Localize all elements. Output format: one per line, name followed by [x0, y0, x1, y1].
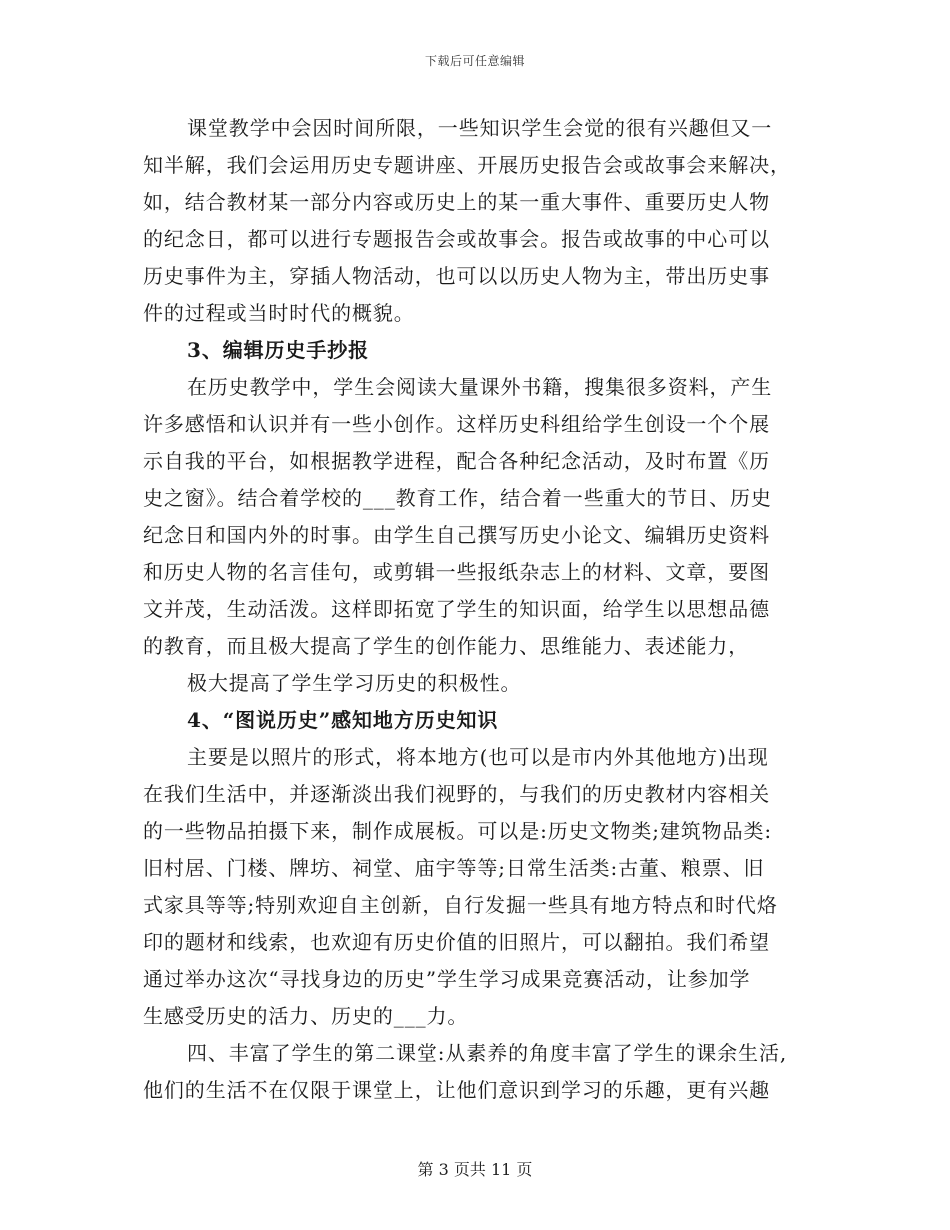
paragraph-line: 旧村居、门楼、牌坊、祠堂、庙宇等等;日常生活类:古董、粮票、旧: [143, 856, 765, 880]
paragraph-line: 通过举办这次“寻找身边的历史”学生学习成果竞赛活动，让参加学: [143, 967, 751, 991]
paragraph-line: 四、丰富了学生的第二课堂:从素养的角度丰富了学生的课余生活,: [187, 1041, 788, 1065]
paragraph-line: 式家具等等;特别欢迎自主创新，自行发掘一些具有地方特点和时代烙: [143, 893, 778, 917]
paragraph-line: 示自我的平台，如根据教学进程，配合各种纪念活动，及时布置《历: [143, 449, 770, 473]
paragraph-line: 的一些物品拍摄下来，制作成展板。可以是:历史文物类;建筑物品类:: [143, 819, 773, 843]
page-footer: 第 3 页共 11 页: [417, 1160, 533, 1179]
paragraph-line: 纪念日和国内外的时事。由学生自己撰写历史小论文、编辑历史资料: [143, 523, 770, 547]
paragraph-line: 生感受历史的活力、历史的___力。: [143, 1004, 469, 1028]
document-body: [143, 110, 823, 1109]
section-heading: 3、编辑历史手抄报: [187, 338, 370, 362]
paragraph-line: 在历史教学中，学生会阅读大量课外书籍，搜集很多资料，产生: [187, 375, 773, 399]
paragraph-line: 的纪念日，都可以进行专题报告会或故事会。报告或故事的中心可以: [143, 227, 770, 251]
paragraph-line: 如，结合教材某一部分内容或历史上的某一重大事件、重要历史人物: [143, 190, 770, 214]
paragraph-line: 文并茂，生动活泼。这样即拓宽了学生的知识面，给学生以思想品德: [143, 597, 770, 621]
paragraph-line: 史之窗》。结合着学校的___教育工作，结合着一些重大的节日、历史: [143, 486, 772, 510]
paragraph-line: 主要是以照片的形式，将本地方(也可以是市内外其他地方)出现: [187, 745, 769, 769]
paragraph-line: 的教育，而且极大提高了学生的创作能力、思维能力、表述能力，: [143, 634, 750, 658]
paragraph-line: 课堂教学中会因时间所限，一些知识学生会觉的很有兴趣但又一: [187, 116, 773, 140]
paragraph-line: 在我们生活中，并逐渐淡出我们视野的，与我们的历史教材内容相关: [143, 782, 770, 806]
section-heading: 4、“图说历史”感知地方历史知识: [187, 708, 499, 732]
paragraph-line: 件的过程或当时时代的概貌。: [143, 301, 415, 325]
paragraph-line: 极大提高了学生学习历史的积极性。: [187, 671, 522, 695]
paragraph-line: 他们的生活不在仅限于课堂上，让他们意识到学习的乐趣，更有兴趣: [143, 1078, 770, 1102]
paragraph-line: 历史事件为主，穿插人物活动，也可以以历史人物为主，带出历史事: [143, 264, 770, 288]
paragraph-line: 和历史人物的名言佳句，或剪辑一些报纸杂志上的材料、文章，要图: [143, 560, 770, 584]
paragraph-line: 印的题材和线索，也欢迎有历史价值的旧照片，可以翻拍。我们希望: [143, 930, 770, 954]
page-header: 下载后可任意编辑: [424, 54, 525, 68]
paragraph-line: 知半解，我们会运用历史专题讲座、开展历史报告会或故事会来解决，: [143, 153, 791, 177]
paragraph-line: 许多感悟和认识并有一些小创作。这样历史科组给学生创设一个个展: [143, 412, 770, 436]
